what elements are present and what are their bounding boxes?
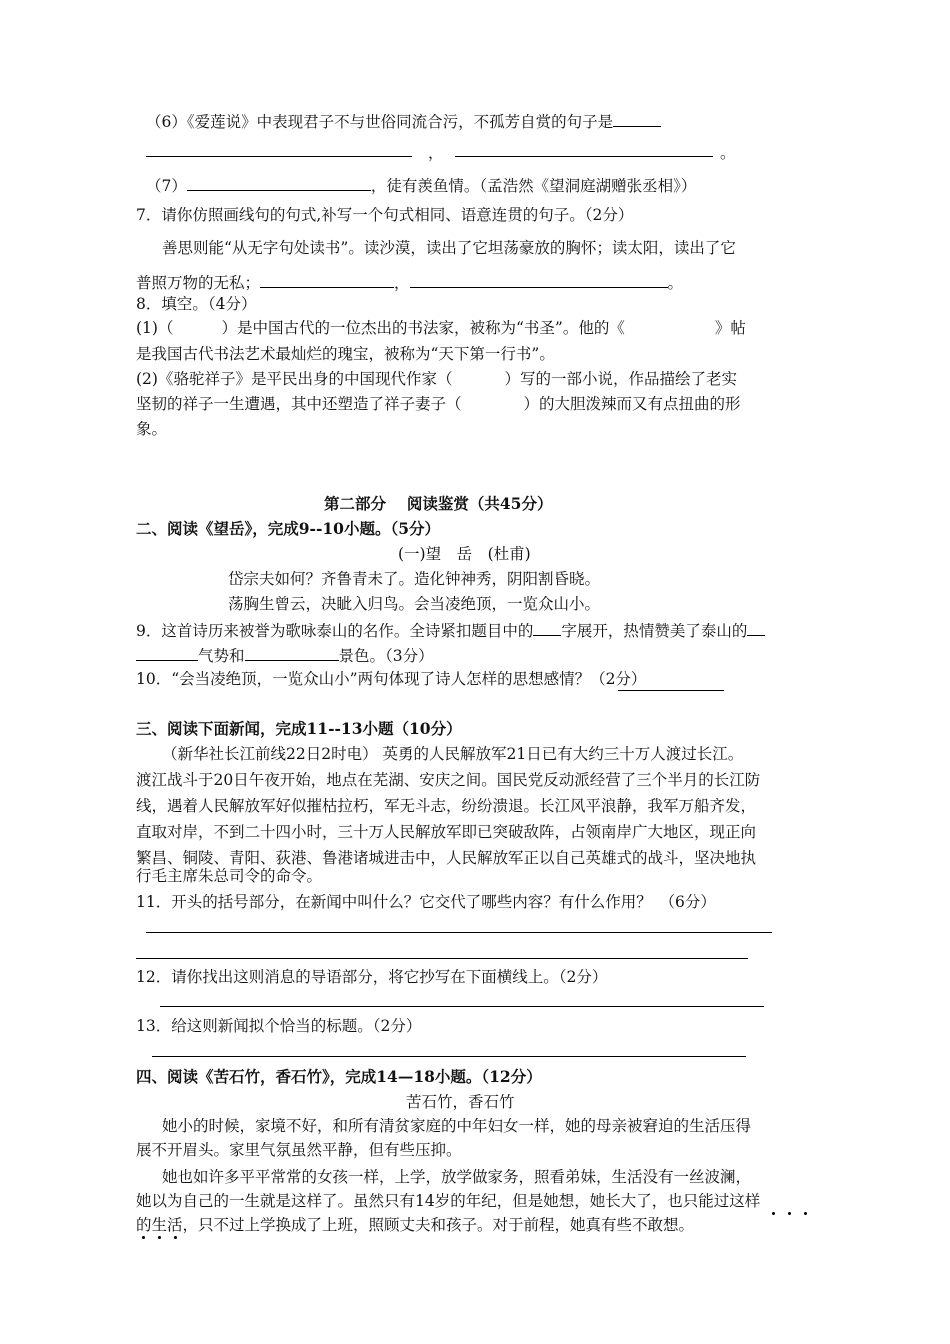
q7-2-comma: ， <box>394 274 410 292</box>
q8-1-mid: ）是中国古代的一位杰出的书法家，被称为“书圣”。他的《 <box>221 319 625 337</box>
q8-title: 8．填空。（4分） <box>136 295 257 313</box>
q7-2-period: 。 <box>667 274 684 292</box>
emphasis-dot <box>174 1236 177 1239</box>
q9-line1a: 9．这首诗历来被誉为歌咏泰山的名作。全诗紧扣题目中的 <box>136 622 534 640</box>
q8-1-prefix: (1)（ <box>136 319 174 337</box>
q7-2-text1: 善思则能“从无字句处读书”。读沙漠，读出了它坦荡豪放的胸怀；读太阳，读出了它 <box>162 239 736 257</box>
part2-heading: 第二部分 阅读鉴赏（共45分） <box>324 494 553 513</box>
q7-2-title: 7．请你仿照画线句的句式,补写一个句式相同、语意连贯的句子。（2分） <box>136 206 634 224</box>
emphasis-dot <box>772 1212 775 1215</box>
q10: 10．“会当凌绝顶，一览众山小”两句体现了诗人怎样的思想感情？（2分） <box>136 670 647 688</box>
news-line-5: 繁昌、铜陵、青阳、荻港、鲁港诸城进击中，人民解放军正以自己英雄式的战斗，坚决地执 <box>136 849 757 867</box>
emphasis-dot <box>788 1212 791 1215</box>
q8-2-line2 <box>136 394 741 414</box>
q12-answer-line[interactable] <box>160 1006 764 1007</box>
news-line-6: 行毛主席朱总司令的命令。 <box>136 867 323 885</box>
q8-1-suffix: 》帖 <box>714 319 746 337</box>
q9-blank-3[interactable] <box>245 644 339 661</box>
sec2-title: 二、阅读《望岳》，完成9--10小题。（5分） <box>136 519 441 538</box>
q11: 11．开头的括号部分，在新闻中叫什么？它交代了哪些内容？有什么作用？ （6分） <box>136 893 716 911</box>
q8-2-line1 <box>136 369 737 389</box>
q6-blank-2[interactable] <box>146 156 412 157</box>
q7-suffix: ，徒有羡鱼情。（孟浩然《望洞庭湖赠张丞相》） <box>370 177 697 195</box>
story-line-2: 展不开眉头。家里气氛虽然平静，但有些压抑。 <box>136 1141 462 1159</box>
q7-prefix: （7） <box>146 177 187 195</box>
news-line-1: （新华社长江前线22日2时电） 英勇的人民解放军21日已有大约三十万人渡过长江。 <box>162 745 744 763</box>
q8-2-line3: 象。 <box>136 420 168 438</box>
q6-comma: ， <box>428 144 444 162</box>
emphasis-dot <box>158 1236 161 1239</box>
q9-line2a: 气势和 <box>198 647 245 665</box>
news-line-4: 直取对岸，不到二十四小时，三十万人民解放军即已突破敌阵，占领南岸广大地区，现正向 <box>136 823 757 841</box>
q6-blank-1[interactable] <box>613 110 661 127</box>
q7-2-blank-2[interactable] <box>410 271 668 288</box>
story-line-5: 的生活，只不过上学换成了上班，照顾丈夫和孩子。对于前程，她真有些不敢想。 <box>136 1216 695 1234</box>
news-line-3: 线，遇着人民解放军好似摧枯拉朽，军无斗志，纷纷溃退。长江风平浪静，我军万船齐发， <box>136 797 757 815</box>
q8-2-line2b: ）的大胆泼辣而又有点扭曲的形 <box>523 395 741 413</box>
q11-answer-line-1[interactable] <box>146 932 772 933</box>
q13-answer-line[interactable] <box>152 1056 746 1057</box>
q6-blank-3[interactable] <box>455 156 713 157</box>
q12: 12．请你找出这则消息的导语部分，将它抄写在下面横线上。（2分） <box>136 968 608 986</box>
q6-line <box>146 110 661 132</box>
q10-answer-line[interactable] <box>618 690 724 691</box>
q8-2-prefix: (2)《骆驼祥子》是平民出身的中国现代作家（ <box>136 370 453 388</box>
poem-line-2: 荡胸生曾云，决眦入归鸟。会当凌绝顶，一览众山小。 <box>228 595 601 613</box>
news-line-2: 渡江战斗于20日午夜开始，地点在芜湖、安庆之间。国民党反动派经营了三个半月的长江防 <box>136 771 761 789</box>
q9-blank-2a[interactable] <box>747 619 765 636</box>
story-line-1: 她小的时候，家境不好，和所有清贫家庭的中年妇女一样，她的母亲被窘迫的生活压得 <box>162 1117 752 1135</box>
q9-line1b: 字展开，热情赞美了泰山的 <box>561 622 748 640</box>
q9-blank-2b[interactable] <box>136 644 198 661</box>
q9-line2 <box>136 644 434 666</box>
sec3-title: 三、阅读下面新闻，完成11--13小题（10分） <box>136 719 462 738</box>
poem-title: (一)望 岳 (杜甫) <box>398 545 531 563</box>
q9-line2b: 景色。（3分） <box>338 647 434 665</box>
emphasis-dot <box>142 1236 145 1239</box>
q8-1-line1 <box>136 318 746 338</box>
q7-2-text2a: 普照万物的无私； <box>136 274 261 292</box>
q6-period: 。 <box>720 144 736 162</box>
q8-2-suffix: ）写的一部小说，作品描绘了老实 <box>504 370 737 388</box>
q9-blank-1[interactable] <box>533 619 561 636</box>
q6-prefix: （6）《爱莲说》中表现君子不与世俗同流合污，不孤芳自赏的句子是 <box>146 113 614 131</box>
story-line-3: 她也如许多平平常常的女孩一样，上学，放学做家务，照看弟妹，生活没有一丝波澜， <box>162 1168 752 1186</box>
q7-line <box>146 174 696 196</box>
story-title: 苦石竹，香石竹 <box>406 1093 515 1111</box>
q7-blank[interactable] <box>187 174 371 191</box>
q9-line1 <box>136 619 765 641</box>
story-line-4: 她以为自己的一生就是这样了。虽然只有14岁的年纪，但是她想，她长大了，也只能过这样 <box>136 1192 761 1210</box>
q8-1-line2: 是我国古代书法艺术最灿烂的瑰宝，被称为“天下第一行书”。 <box>136 345 555 363</box>
emphasis-dot <box>804 1212 807 1215</box>
q11-answer-line-2[interactable] <box>136 958 748 959</box>
q7-2-text2 <box>136 271 683 293</box>
poem-line-1: 岱宗夫如何？齐鲁青未了。造化钟神秀，阴阳割昏晓。 <box>228 570 601 588</box>
sec4-title: 四、阅读《苦石竹，香石竹》，完成14—18小题。（12分） <box>136 1067 542 1086</box>
q8-2-line2a: 坚韧的祥子一生遭遇，其中还塑造了祥子妻子（ <box>136 395 462 413</box>
q13: 13．给这则新闻拟个恰当的标题。（2分） <box>136 1017 422 1035</box>
q7-2-blank-1[interactable] <box>260 271 394 288</box>
